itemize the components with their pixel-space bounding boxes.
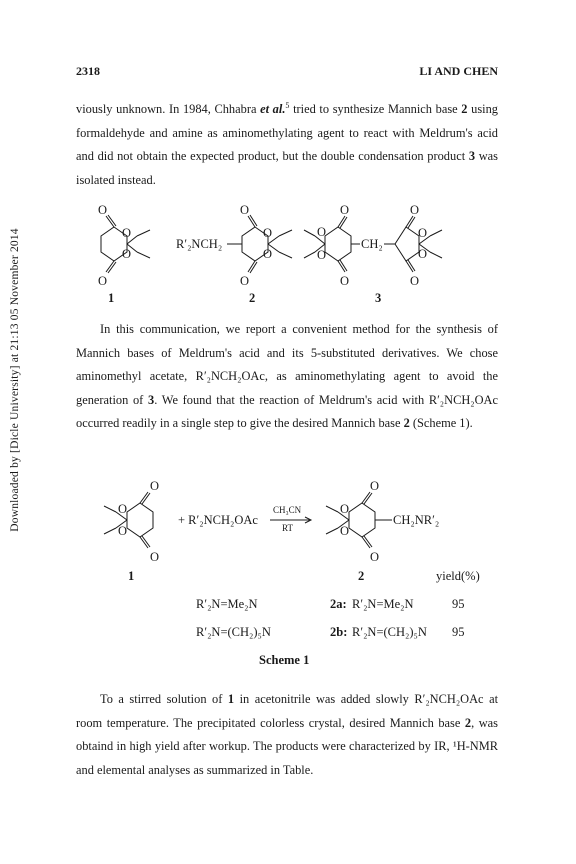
yield-b: 95 [452,625,465,639]
compound-ref: 2 [403,416,410,430]
compound-ref: 3 [148,392,155,407]
text: in acetonitrile was added slowly R′₂NCH₂OAc at room temperature. The precipitated colorless crystal, desired Mannich base [76,692,499,730]
oxygen-label: O [122,247,132,261]
oxygen-label: O [263,247,273,261]
condition-label: RT [282,523,293,533]
oxygen-label: O [118,502,128,516]
page-number: 2318 [76,64,100,78]
reagent-row-b: R′₂N=(CH₂)₅N [196,625,271,639]
text: To a stirred solution of [100,692,228,706]
oxygen-label: O [98,203,108,217]
product-code-a: 2a: [330,597,347,611]
solvent-label: CH₃CN [273,505,302,515]
oxygen-label: O [263,226,273,240]
reactant-label: 1 [128,569,135,583]
oxygen-label: O [340,203,350,217]
compound-ref: 2 [461,102,468,117]
oxygen-label: O [370,550,380,564]
download-note: Downloaded by [Dicle University] at 21:13 05 November 2014 [9,228,21,532]
scheme-caption: Scheme 1 [259,653,310,667]
oxygen-label: O [340,502,350,516]
oxygen-label: O [418,247,428,261]
oxygen-label: O [317,225,327,239]
product-structure [326,492,392,548]
paragraph-procedure [76,688,498,782]
yield-a: 95 [452,597,465,611]
oxygen-label: O [150,550,160,564]
text: viously unknown. In 1984, Chhabra [76,102,261,117]
bridge-label: CH₂ [361,237,383,251]
text: In this communication, we report a convenient method for the synthesis of Mannich bases of Meldrum's acid and its 5-substituted derivatives. We chose aminomethyl acetate, R′₂NCH₂OAc, as aminomethylating agent to avoid the generation of [76,322,498,407]
oxygen-label: O [340,274,350,288]
oxygen-label: O [240,203,250,217]
oxygen-label: O [410,274,420,288]
oxygen-label: O [418,226,428,240]
compound-label-3: 3 [375,291,382,305]
reagent-acetate: + R′₂NCH₂OAc [178,513,258,527]
oxygen-label: O [98,274,108,288]
et-al: et al. [260,102,286,117]
text: (Scheme 1). [409,416,473,430]
oxygen-label: O [122,226,132,240]
oxygen-label: O [118,524,128,538]
product-row-a: R′₂N=Me₂N [352,597,414,611]
reference: 5 [285,101,290,110]
yield-header: yield(%) [436,569,480,583]
text: tried to synthesize Mannich base [289,102,462,117]
compound-ref: 1 [227,692,235,706]
running-head: LI AND CHEN [419,64,498,78]
reagent-row-a: R′₂N=Me₂N [196,597,258,611]
text: was isolated instead. [76,149,498,187]
compound-ref: 2 [464,715,472,730]
compound-ref: 3 [468,149,476,164]
oxygen-label: O [410,203,420,217]
oxygen-label: O [370,479,380,493]
text: , was obtaind in high yield after workup. The products were characterized by IR, ¹H-NMR and elemental analyses as summarized in Table. [76,715,499,777]
product-code-b: 2b: [330,625,348,639]
reagent-label: R′₂NCH₂ [176,237,223,251]
oxygen-label: O [317,248,327,262]
oxygen-label: O [150,479,160,493]
compound-label-2: 2 [249,291,256,305]
product-group: CH₂NR′₂ [393,513,440,527]
text: . We found that the reaction of Meldrum's acid with R′₂NCH₂OAc occurred readily in a single step to give the desired Mannich base [76,392,499,430]
text: using formaldehyde and amine as aminomethylating agent to react with Meldrum's acid and did not obtain the expected product, but the double condensation product [76,102,498,164]
compound-label-1: 1 [108,291,115,305]
product-row-b: R′₂N=(CH₂)₅N [352,625,427,639]
reactant-structure [104,492,153,548]
product-label: 2 [358,569,365,583]
oxygen-label: O [340,524,350,538]
oxygen-label: O [240,274,250,288]
